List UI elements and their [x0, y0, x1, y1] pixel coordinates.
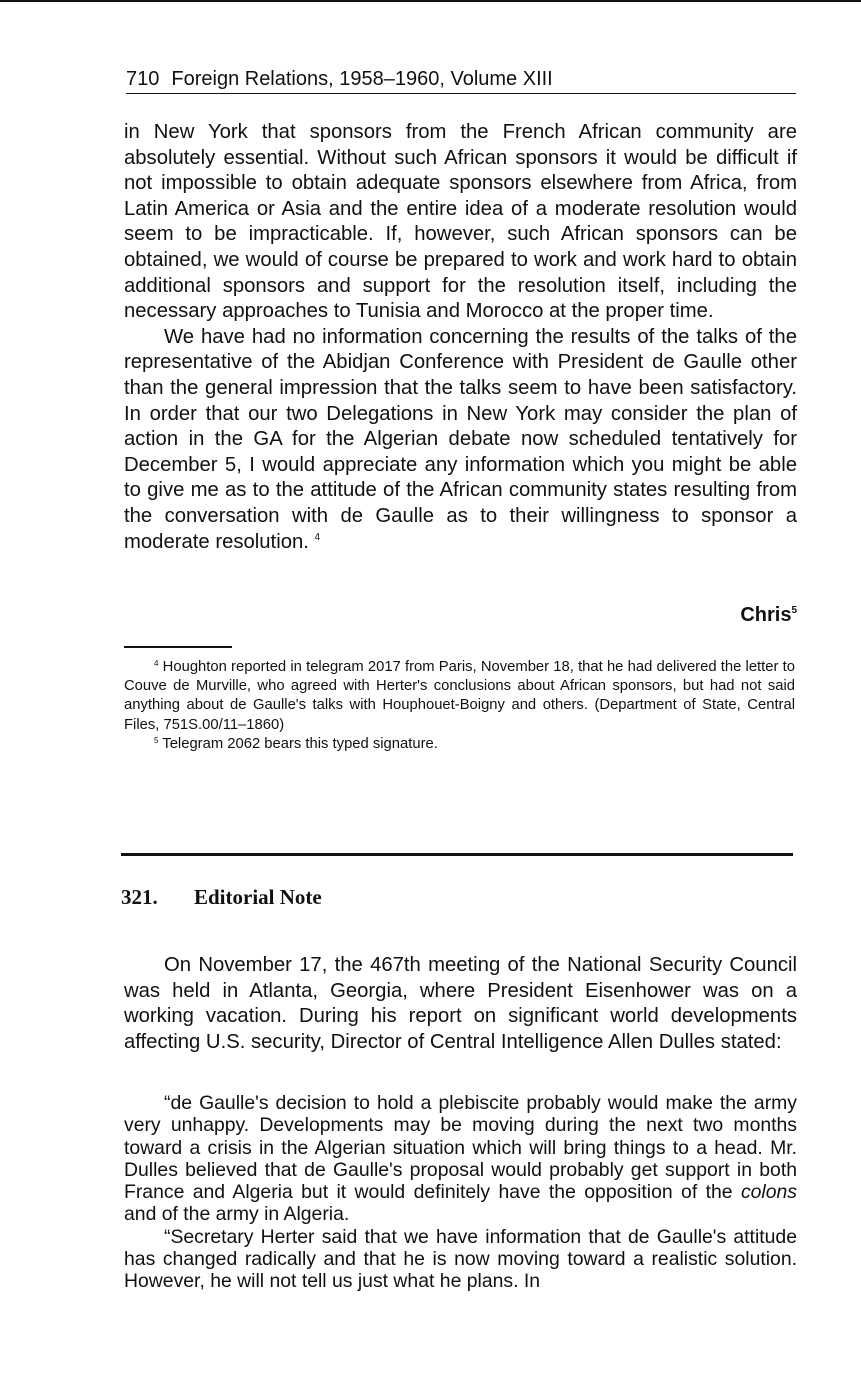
footnote-4 [124, 658, 795, 735]
section-title: Editorial Note [194, 885, 322, 909]
editorial-note-body [124, 953, 797, 1055]
section-divider [121, 853, 793, 856]
footnotes [124, 658, 795, 754]
signature [740, 604, 797, 627]
footnote-text: Houghton reported in telegram 2017 from Paris, November 18, that he had delivered the letter to Couve de Murville, who agreed with Herter's conclusions about African sponsors, but had not said anything about de Gaulle's talks with Houphouet-Boigny and others. (Department of State, Central Files, 751S.00/11–1860) [124, 659, 795, 733]
letter-paragraph-2 [124, 325, 797, 555]
quote-paragraph-1 [124, 1092, 797, 1226]
running-title: Foreign Relations, 1958–1960, Volume XIII [171, 68, 553, 90]
letter-paragraph-1: in New York that sponsors from the French African community are absolutely essential. Without such African sponsors it would be difficult if not impossible to obtain adequate sponsors elsewhere from Africa, from Latin America or Asia and the entire idea of a moderate resolution would seem to be impracticable. If, however, such African sponsors can be obtained, we would of course be prepared to work and work hard to obtain additional sponsors and support for the resolution itself, including the necessary approaches to Tunisia and Morocco at the proper time. [124, 121, 797, 323]
editorial-paragraph-1: On November 17, the 467th meeting of the National Security Council was held in Atlanta, Georgia, where President Eisenhower was on a working vacation. During his report on significant world developments affecting U.S. security, Director of Central Intelligence Allen Dulles stated: [124, 954, 797, 1053]
quote-1-text: “de Gaulle's decision to hold a plebiscite probably would make the army very unhappy. Developments may be moving during the next two months toward a crisis in the Algerian situation which will bring things to a head. Mr. Dulles believed that de Gaulle's proposal would probably get support in both France and Algeria but it would definitely have the opposition of the [124, 1092, 797, 1204]
section-heading [121, 885, 322, 910]
running-header [126, 66, 796, 94]
quoted-minutes [124, 1092, 797, 1293]
quote-paragraph-2: “Secretary Herter said that we have information that de Gaulle's attitude has changed radically and that he is now moving toward a realistic solution. However, he will not tell us just what he plans. In [124, 1225, 797, 1293]
footnote-ref-5: 5 [791, 605, 797, 616]
page-number: 710 [126, 68, 160, 90]
letter-body [124, 120, 797, 555]
footnote-ref-4: 4 [314, 531, 321, 543]
signature-name: Chris [740, 604, 792, 626]
footnote-text: Telegram 2062 bears this typed signature. [162, 735, 438, 752]
quote-1-text-end: and of the army in Algeria. [124, 1203, 350, 1226]
footnote-marker: 5 [154, 735, 159, 745]
quote-1-italic: colons [740, 1181, 797, 1204]
page-top-edge [0, 0, 861, 2]
footnote-divider [124, 646, 232, 648]
footnote-marker: 4 [154, 659, 159, 668]
letter-paragraph-2-text: We have had no information concerning the results of the talks of the representative of the Abidjan Conference with President de Gaulle other than the general impression that the talks seem to have been satisfactory. In order that our two Delegations in New York may consider the plan of action in the GA for the Algerian debate now scheduled tentatively for December 5, I would appreciate any information which you might be able to give me as to the attitude of the African community states resulting from the conversation with de Gaulle as to their willingness to sponsor a moderate resolution. [124, 325, 797, 553]
footnote-5 [124, 735, 795, 754]
section-number: 321. [121, 885, 158, 909]
